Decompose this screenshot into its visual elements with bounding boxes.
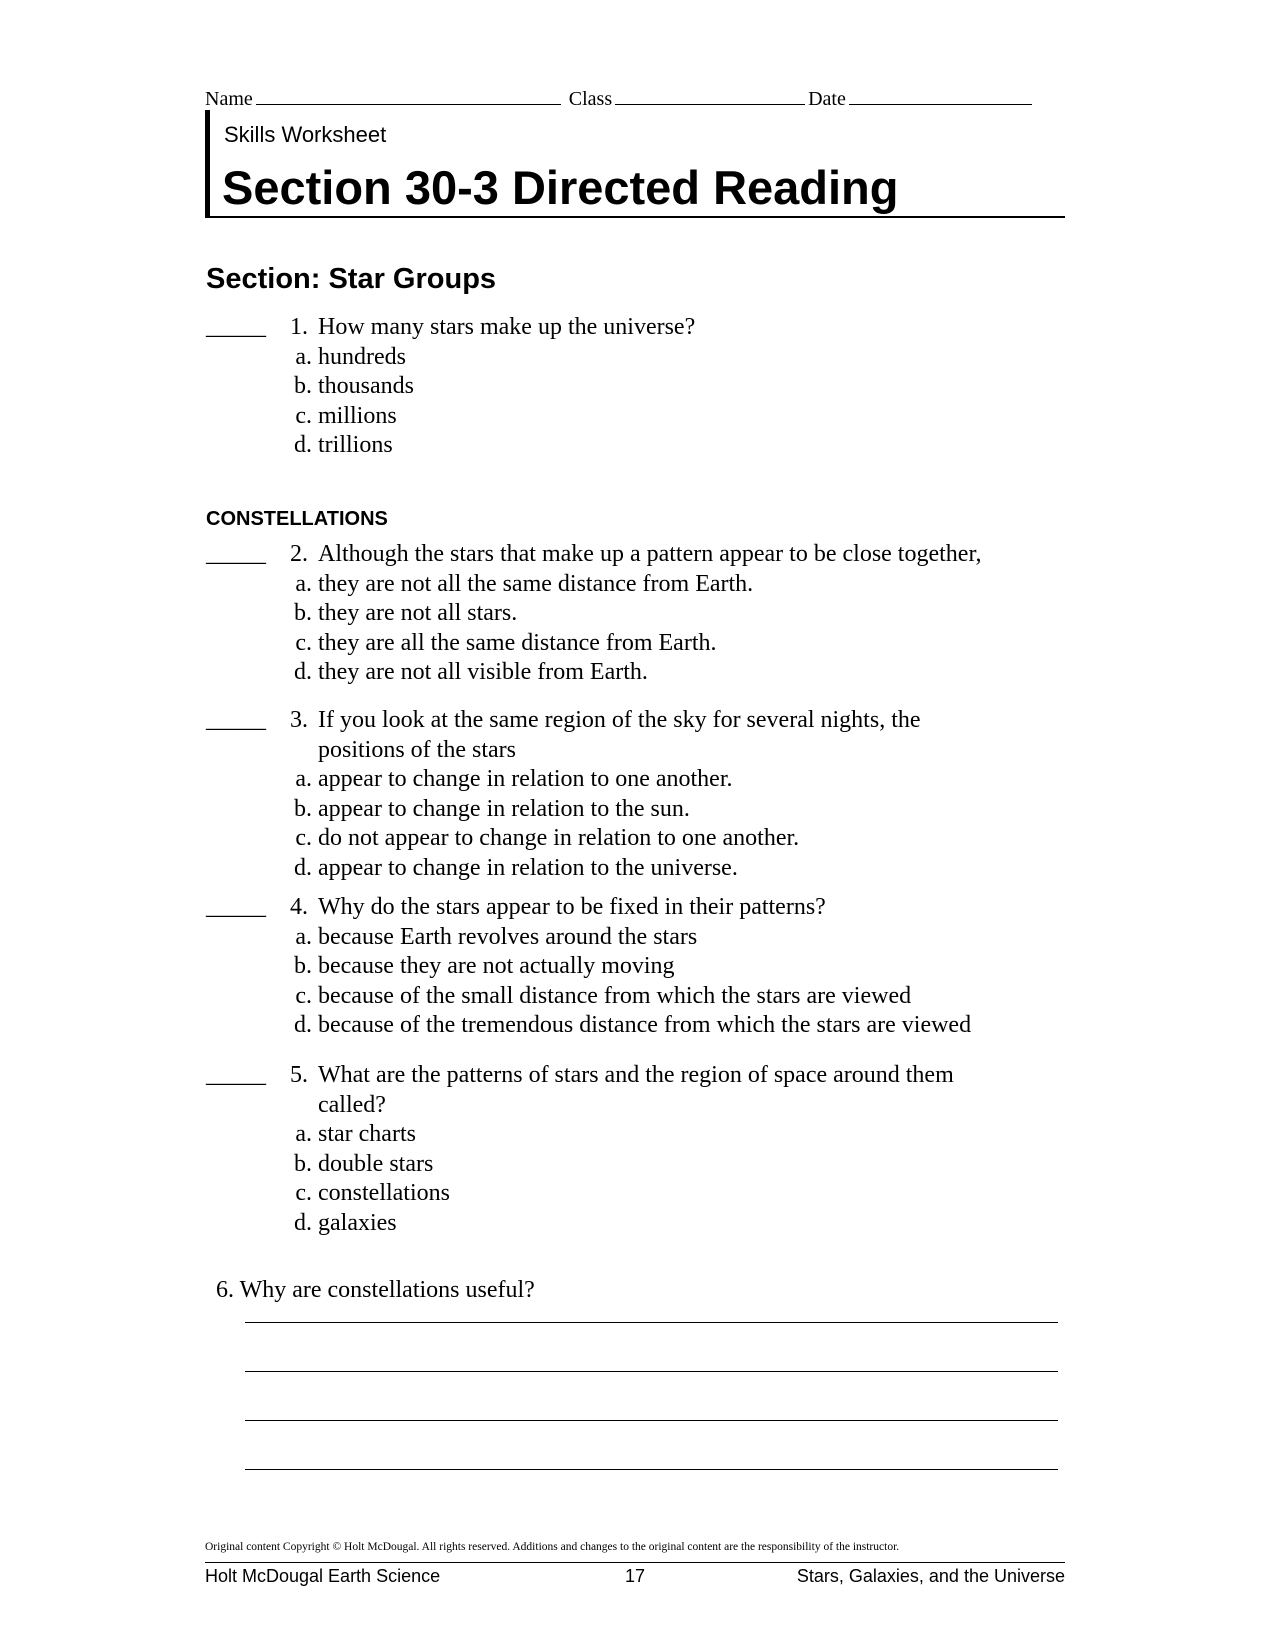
- open-question-text: Why are constellations useful?: [239, 1277, 535, 1303]
- option-text: because Earth revolves around the stars: [318, 923, 698, 950]
- question-number: 3.: [290, 707, 308, 733]
- option-letter: d.: [294, 1209, 312, 1236]
- option-text: constellations: [318, 1180, 450, 1206]
- option-letter: d.: [294, 659, 312, 685]
- option-text: star charts: [318, 1121, 416, 1147]
- name-field[interactable]: [256, 86, 561, 105]
- question-text: How many stars make up the universe?: [318, 314, 696, 340]
- option-text: do not appear to change in relation to one another.: [318, 825, 800, 851]
- answer-option: [295, 1120, 1076, 1150]
- option-letter: d.: [294, 1012, 312, 1038]
- question-number: 1.: [290, 314, 308, 340]
- answer-option: [294, 1209, 1076, 1239]
- option-letter: a.: [295, 1121, 312, 1147]
- question-2: [206, 540, 1076, 688]
- open-question: [216, 1277, 535, 1304]
- option-letter: c.: [295, 1180, 312, 1206]
- question-text: positions of the stars: [318, 736, 516, 763]
- footer-page-number: 17: [624, 1566, 646, 1586]
- question-1: [206, 313, 1076, 461]
- answer-blank[interactable]: _____: [206, 541, 266, 567]
- answer-options: [294, 570, 1076, 688]
- answer-option: [294, 658, 1076, 688]
- option-text: double stars: [318, 1150, 434, 1177]
- option-text: galaxies: [318, 1209, 397, 1236]
- date-field[interactable]: [849, 86, 1032, 105]
- answer-options: [294, 343, 1076, 461]
- question-text: called?: [318, 1091, 386, 1118]
- option-text: they are not all the same distance from Earth.: [318, 570, 754, 597]
- option-letter: d.: [294, 432, 312, 458]
- option-letter: c.: [295, 825, 312, 851]
- option-letter: a.: [295, 343, 312, 370]
- question-number: 2.: [290, 541, 308, 567]
- class-label: Class: [568, 88, 613, 110]
- question-3: [206, 706, 1076, 883]
- option-text: trillions: [318, 432, 393, 458]
- option-letter: b.: [294, 600, 312, 626]
- option-letter: b.: [294, 373, 312, 399]
- worksheet-type: Skills Worksheet: [224, 122, 387, 147]
- answer-blank[interactable]: _____: [206, 894, 266, 920]
- option-text: thousands: [318, 373, 414, 399]
- option-text: hundreds: [318, 343, 406, 370]
- question-text: Although the stars that make up a pattern appear to be close together,: [318, 541, 982, 567]
- answer-option: [295, 1179, 1076, 1209]
- section-heading: Section: Star Groups: [206, 263, 497, 295]
- option-text: because of the small distance from which the stars are viewed: [318, 982, 912, 1009]
- answer-option: [294, 795, 1076, 825]
- answer-option: [295, 570, 1076, 600]
- answer-option: [294, 431, 1076, 461]
- answer-option: [295, 765, 1076, 795]
- question-text: What are the patterns of stars and the region of space around them: [318, 1062, 954, 1088]
- answer-option: [295, 402, 1076, 432]
- date-label: Date: [808, 88, 846, 110]
- option-letter: a.: [295, 766, 312, 792]
- open-question-number: 6.: [216, 1277, 234, 1303]
- answer-blank[interactable]: _____: [206, 314, 266, 340]
- answer-line-3[interactable]: [245, 1420, 1058, 1421]
- footer-divider: [205, 1562, 1065, 1563]
- option-letter: a.: [295, 923, 312, 950]
- option-text: appear to change in relation to one another.: [318, 766, 733, 792]
- answer-blank[interactable]: _____: [206, 1062, 266, 1088]
- option-text: they are not all stars.: [318, 600, 518, 626]
- option-text: appear to change in relation to the universe.: [318, 854, 738, 881]
- answer-line-4[interactable]: [245, 1469, 1058, 1470]
- answer-options: [294, 765, 1076, 883]
- question-number: 4.: [290, 894, 308, 920]
- option-letter: a.: [295, 570, 312, 597]
- answer-options: [294, 1120, 1076, 1238]
- option-letter: c.: [295, 402, 312, 429]
- option-text: they are all the same distance from Earth.: [318, 629, 717, 656]
- title-block: [205, 110, 1065, 218]
- answer-option: [294, 1011, 1076, 1041]
- answer-option: [294, 952, 1076, 982]
- option-letter: d.: [294, 854, 312, 881]
- option-text: they are not all visible from Earth.: [318, 659, 648, 685]
- answer-blank[interactable]: _____: [206, 707, 266, 733]
- question-number: 5.: [290, 1062, 308, 1088]
- option-letter: b.: [294, 953, 312, 979]
- page-footer: [205, 1566, 1065, 1590]
- name-label: Name: [205, 88, 253, 110]
- option-text: millions: [318, 402, 397, 429]
- option-text: appear to change in relation to the sun.: [318, 795, 690, 822]
- option-text: because they are not actually moving: [318, 953, 675, 979]
- answer-option: [295, 343, 1076, 373]
- option-letter: c.: [295, 982, 312, 1009]
- answer-option: [294, 372, 1076, 402]
- option-letter: c.: [295, 629, 312, 656]
- answer-line-2[interactable]: [245, 1371, 1058, 1372]
- question-4: [206, 893, 1076, 1041]
- answer-option: [295, 923, 1076, 953]
- class-field[interactable]: [615, 86, 805, 105]
- footer-book-title: Holt McDougal Earth Science: [205, 1566, 441, 1586]
- answer-option: [294, 599, 1076, 629]
- answer-line-1[interactable]: [245, 1322, 1058, 1323]
- option-letter: b.: [294, 1150, 312, 1177]
- answer-option: [295, 824, 1076, 854]
- answer-option: [294, 854, 1076, 884]
- answer-option: [295, 629, 1076, 659]
- option-text: because of the tremendous distance from which the stars are viewed: [318, 1012, 972, 1038]
- page-title: Section 30-3 Directed Reading: [222, 161, 899, 214]
- footer-chapter-title: Stars, Galaxies, and the Universe: [796, 1566, 1065, 1586]
- answer-options: [294, 923, 1076, 1041]
- answer-option: [295, 982, 1076, 1012]
- answer-option: [294, 1150, 1076, 1180]
- question-text: If you look at the same region of the sky for several nights, the: [318, 707, 921, 733]
- option-letter: b.: [294, 795, 312, 822]
- subheading-constellations: CONSTELLATIONS: [206, 508, 388, 530]
- question-5: [206, 1061, 1076, 1238]
- header-fields: [205, 86, 1065, 111]
- question-text: Why do the stars appear to be fixed in their patterns?: [318, 894, 826, 920]
- copyright-notice: Original content Copyright © Holt McDougal. All rights reserved. Additions and changes to the original content are the responsibility of the instructor.: [205, 1541, 900, 1553]
